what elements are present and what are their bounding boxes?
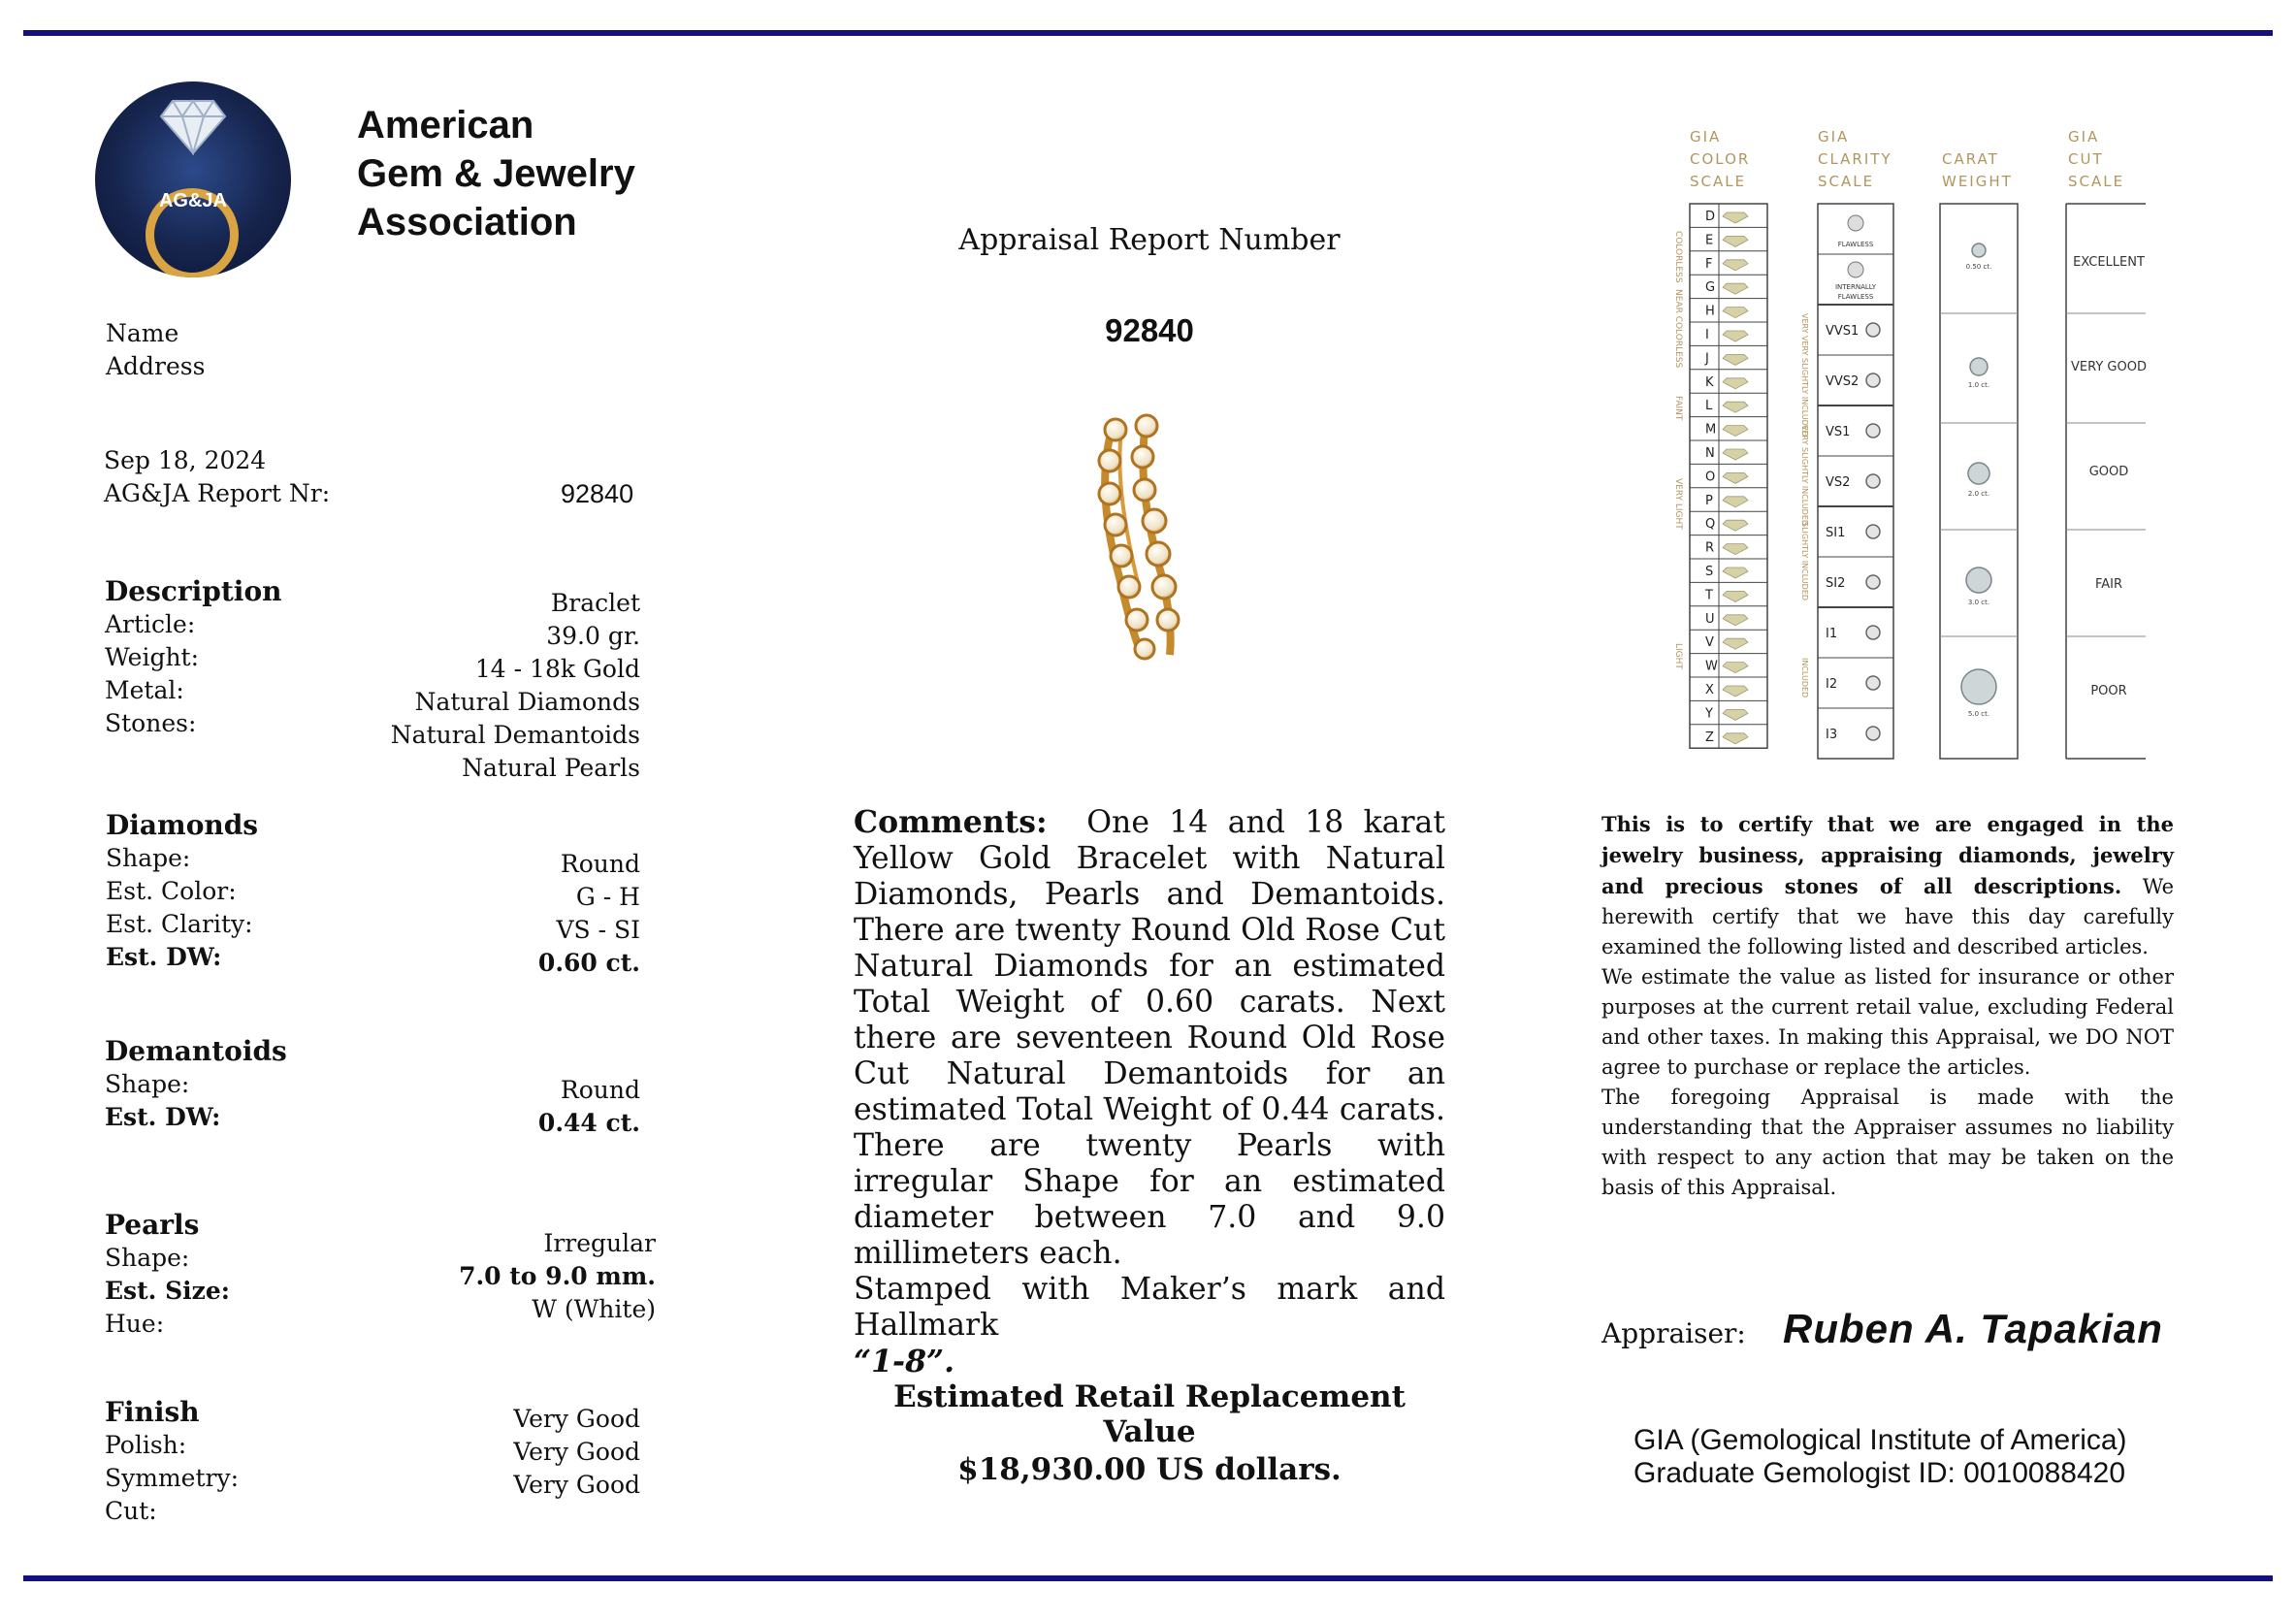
pearls-heading: Pearls <box>105 1209 200 1241</box>
color-grade: F <box>1705 256 1713 272</box>
org-name-line: Gem & Jewelry <box>357 152 635 195</box>
color-grade: K <box>1705 374 1714 390</box>
color-diamond-icon <box>1723 283 1748 294</box>
internally-flawless-label: FLAWLESS <box>1837 293 1874 301</box>
org-name-line: Association <box>357 201 577 243</box>
color-grade: P <box>1705 493 1713 508</box>
comments-text: One 14 and 18 karat Yellow Gold Bracelet with Natural Diamonds, Pearls and Demantoids. There are twenty Round Old Rose Cut Natural Diamonds for an estimated Total Weight of 0.60 carats. Next there are seventeen Round Old Rose Cut Natural Demantoids for an estimated Total Weight of 0.44 carats. There are twenty Pearls with irregular Shape for an estimated diameter between 7.0 and 9.0 millimeters each. <box>854 805 1445 1271</box>
report-date: Sep 18, 2024 <box>104 446 267 474</box>
color-grade: I <box>1705 328 1709 342</box>
description-label: Metal: <box>105 676 184 704</box>
value-label: Estimated Retail Replacement Value <box>893 1379 1406 1449</box>
comments <box>854 804 1445 1379</box>
diamonds-value: VS - SI <box>556 916 640 944</box>
clarity-title: SCALE <box>1818 173 1875 190</box>
pearls-value: W (White) <box>532 1295 656 1323</box>
color-group: LIGHT <box>1673 643 1683 669</box>
carat-weight-label: 5.0 ct. <box>1967 710 1990 718</box>
stamp-text: Stamped with Maker’s mark and Hallmark <box>854 1272 1445 1343</box>
clarity-grade: VVS1 <box>1826 324 1859 339</box>
name-label: Name <box>106 319 179 347</box>
cut-grade: EXCELLENT <box>2073 255 2145 270</box>
address-label: Address <box>106 352 206 380</box>
report-nr-label: AG&JA Report Nr: <box>104 479 331 507</box>
description-value: Natural Pearls <box>462 754 640 782</box>
cut-title: CUT <box>2068 150 2104 168</box>
appraiser-label: Appraiser: <box>1601 1317 1746 1349</box>
carat-diamond-icon <box>1966 568 1991 593</box>
clarity-grade: VS2 <box>1826 475 1851 490</box>
org-name <box>357 101 635 246</box>
color-diamond-icon <box>1723 331 1748 341</box>
color-diamond-icon <box>1723 733 1748 744</box>
clarity-diamond-icon <box>1866 676 1880 690</box>
demantoids-values <box>349 1074 640 1140</box>
appraiser-signature: Ruben A. Tapakian <box>1783 1306 2163 1351</box>
bottom-border <box>23 1575 2273 1581</box>
color-grade: S <box>1705 565 1714 579</box>
clarity-grade: I2 <box>1826 677 1838 692</box>
pearls-value: 7.0 to 9.0 mm. <box>459 1262 656 1290</box>
demantoids-label: Shape: <box>105 1070 190 1098</box>
diamonds-label: Est. Clarity: <box>106 910 253 938</box>
diamonds-values <box>349 848 640 980</box>
color-grade: L <box>1705 399 1713 414</box>
color-diamond-icon <box>1723 615 1748 626</box>
color-diamond-icon <box>1723 591 1748 601</box>
color-title: GIA <box>1690 128 1722 146</box>
clarity-diamond-icon <box>1866 626 1880 639</box>
clarity-diamond-icon <box>1866 424 1880 438</box>
report-number: 92840 <box>1105 312 1194 348</box>
finish-label: Symmetry: <box>105 1464 240 1492</box>
stamp-mark: “1-8”. <box>854 1344 955 1379</box>
color-diamond-icon <box>1723 544 1748 555</box>
diamonds-label: Est. DW: <box>106 943 222 971</box>
carat-weight-label: 2.0 ct. <box>1967 490 1990 498</box>
color-group: NEAR COLORLESS <box>1673 289 1683 369</box>
finish-value: Very Good <box>513 1471 640 1499</box>
description-heading: Description <box>105 575 282 607</box>
diamonds-value: G - H <box>575 883 640 911</box>
cut-scale <box>2066 204 2147 759</box>
description-value: Natural Diamonds <box>414 688 640 716</box>
carat-weight-label: 0.50 ct. <box>1965 263 1992 271</box>
cut-grade: POOR <box>2090 684 2127 698</box>
description-value: 14 - 18k Gold <box>474 655 640 683</box>
certification-p3: The foregoing Appraisal is made with the understanding that the Appraiser assumes no liability with respect to any action that may be taken on the basis of this Appraisal. <box>1601 1086 2174 1199</box>
color-diamond-icon <box>1723 520 1748 531</box>
gia-scales <box>1659 114 2163 764</box>
finish-labels <box>105 1396 239 1528</box>
color-scale <box>1690 204 1767 748</box>
finish-heading: Finish <box>105 1396 200 1428</box>
client-info <box>106 317 205 383</box>
clarity-group: INCLUDED <box>1800 658 1809 698</box>
clarity-scale <box>1818 204 1893 759</box>
top-border <box>23 30 2273 36</box>
certification-text <box>1601 809 2174 1203</box>
gia-line: GIA (Gemological Institute of America) <box>1633 1424 2127 1456</box>
pearls-label: Shape: <box>105 1244 190 1272</box>
carat-diamond-icon <box>1970 358 1988 375</box>
color-diamond-icon <box>1723 402 1748 412</box>
report-nr-value: 92840 <box>561 479 634 508</box>
demantoids-value: Round <box>560 1076 640 1104</box>
description-value: 39.0 gr. <box>546 622 640 650</box>
clarity-group: SLIGHTLY INCLUDED <box>1800 522 1809 601</box>
cut-grade: GOOD <box>2088 465 2129 479</box>
color-diamond-icon <box>1723 260 1748 271</box>
clarity-grade: I1 <box>1826 627 1838 641</box>
certification-p1-rest: We herewith certify that we have this day carefully examined the following listed and described articles. <box>1601 875 2174 958</box>
pearls-label: Est. Size: <box>105 1277 230 1305</box>
color-grade: X <box>1705 683 1714 697</box>
pearls-labels <box>105 1209 230 1341</box>
clarity-title: CLARITY <box>1818 150 1892 168</box>
bracelet-image <box>1077 412 1203 665</box>
color-grade: T <box>1705 588 1713 603</box>
color-grade: E <box>1705 233 1714 248</box>
color-grade: G <box>1705 280 1716 296</box>
carat-weight-label: 3.0 ct. <box>1967 599 1990 606</box>
color-grade: Z <box>1705 730 1714 745</box>
finish-label: Polish: <box>105 1431 187 1459</box>
report-number-label: Appraisal Report Number <box>958 223 1341 257</box>
color-diamond-icon <box>1723 472 1748 483</box>
certification-intro: This is to certify that we are engaged in the jewelry business, appraising diamonds, jewelry and precious stones of all descriptions. <box>1601 812 2174 898</box>
diamonds-value: Round <box>560 850 640 878</box>
color-grade: N <box>1705 446 1715 461</box>
color-title: SCALE <box>1690 173 1747 190</box>
finish-value: Very Good <box>513 1438 640 1466</box>
color-diamond-icon <box>1723 354 1748 365</box>
color-grade: D <box>1705 210 1716 224</box>
pearls-values <box>365 1227 656 1326</box>
report-meta <box>104 444 330 510</box>
color-diamond-icon <box>1723 497 1748 507</box>
color-group: VERY LIGHT <box>1673 478 1683 530</box>
gia-credentials <box>1633 1424 2127 1490</box>
color-group: FAINT <box>1673 396 1683 421</box>
color-diamond-icon <box>1723 236 1748 246</box>
color-grade: U <box>1705 611 1715 627</box>
diamonds-heading: Diamonds <box>106 809 259 841</box>
color-grade: H <box>1705 304 1715 319</box>
demantoids-heading: Demantoids <box>105 1035 287 1067</box>
pearls-value: Irregular <box>543 1229 656 1257</box>
color-diamond-icon <box>1723 308 1748 318</box>
clarity-group: VERY VERY SLIGHTLY INCLUDED <box>1800 313 1809 438</box>
description-labels <box>105 575 281 740</box>
internally-flawless-icon <box>1848 262 1863 277</box>
color-diamond-icon <box>1723 212 1748 223</box>
color-grade: R <box>1705 540 1715 556</box>
carat-diamond-icon <box>1961 669 1996 704</box>
description-label: Weight: <box>105 643 200 671</box>
cut-grade: FAIR <box>2094 577 2123 592</box>
finish-label: Cut: <box>105 1497 157 1525</box>
comments-label: Comments: <box>854 804 1048 840</box>
color-diamond-icon <box>1723 426 1748 437</box>
certification-p1 <box>1601 809 2174 962</box>
description-value: Braclet <box>550 589 640 617</box>
color-diamond-icon <box>1723 449 1748 460</box>
cut-title: GIA <box>2068 128 2100 146</box>
color-diamond-icon <box>1723 378 1748 389</box>
gia-scales-graphic <box>1659 114 2163 764</box>
flawless-label: FLAWLESS <box>1837 241 1874 248</box>
description-label: Stones: <box>105 709 197 737</box>
color-grade: V <box>1705 635 1714 651</box>
logo-text: AG&JA <box>158 190 227 211</box>
cut-title: SCALE <box>2068 173 2125 190</box>
clarity-diamond-icon <box>1866 474 1880 488</box>
carat-diamond-icon <box>1972 243 1986 257</box>
description-values <box>349 587 640 785</box>
clarity-grade: VVS2 <box>1826 374 1859 389</box>
clarity-diamond-icon <box>1866 575 1880 589</box>
color-grade: W <box>1705 659 1718 674</box>
color-diamond-icon <box>1723 686 1748 697</box>
color-diamond-icon <box>1723 568 1748 578</box>
clarity-group: VERY SLIGHTLY INCLUDED <box>1800 425 1809 527</box>
color-group: COLORLESS <box>1673 231 1683 283</box>
diamonds-label: Shape: <box>106 844 191 872</box>
carat-title: CARAT <box>1942 150 1999 168</box>
clarity-diamond-icon <box>1866 323 1880 337</box>
pearls-label: Hue: <box>105 1310 165 1338</box>
description-value: Natural Demantoids <box>390 721 640 749</box>
color-grade: O <box>1705 470 1716 485</box>
demantoids-labels <box>105 1035 287 1134</box>
carat-scale <box>1940 204 2018 759</box>
carat-weight-label: 1.0 ct. <box>1967 381 1990 389</box>
color-diamond-icon <box>1723 709 1748 720</box>
flawless-icon <box>1848 215 1863 231</box>
carat-diamond-icon <box>1968 463 1989 484</box>
color-grade: Q <box>1705 517 1716 533</box>
carat-title: WEIGHT <box>1942 173 2013 190</box>
internally-flawless-label: INTERNALLY <box>1834 283 1877 291</box>
diamond-icon <box>159 97 227 155</box>
clarity-diamond-icon <box>1866 727 1880 740</box>
gia-id-line: Graduate Gemologist ID: 0010088420 <box>1633 1457 2125 1489</box>
clarity-diamond-icon <box>1866 525 1880 538</box>
value-amount: $18,930.00 US dollars. <box>957 1452 1342 1487</box>
color-grade: M <box>1705 422 1717 438</box>
clarity-grade: VS1 <box>1826 425 1851 439</box>
color-grade: J <box>1705 351 1709 367</box>
certification-p2: We estimate the value as listed for insurance or other purposes at the current retail value, excluding Federal and other taxes. In making this Appraisal, we DO NOT agree to purchase or replace the articles. <box>1601 965 2174 1079</box>
diamonds-label: Est. Color: <box>106 877 237 905</box>
finish-value: Very Good <box>513 1405 640 1433</box>
finish-values <box>349 1403 640 1502</box>
diamonds-labels <box>106 809 258 974</box>
description-label: Article: <box>105 610 196 638</box>
clarity-diamond-icon <box>1866 373 1880 387</box>
demantoids-value: 0.44 ct. <box>537 1109 640 1137</box>
clarity-title: GIA <box>1818 128 1850 146</box>
diamonds-value: 0.60 ct. <box>537 949 640 977</box>
color-title: COLOR <box>1690 150 1751 168</box>
cut-grade: VERY GOOD <box>2071 360 2147 374</box>
org-name-line: American <box>357 104 534 146</box>
color-diamond-icon <box>1723 638 1748 649</box>
color-grade: Y <box>1705 706 1713 722</box>
clarity-grade: I3 <box>1826 728 1838 742</box>
clarity-grade: SI2 <box>1826 576 1846 591</box>
color-diamond-icon <box>1723 663 1748 673</box>
logo <box>95 81 291 277</box>
clarity-grade: SI1 <box>1826 526 1846 540</box>
demantoids-label: Est. DW: <box>105 1103 221 1131</box>
